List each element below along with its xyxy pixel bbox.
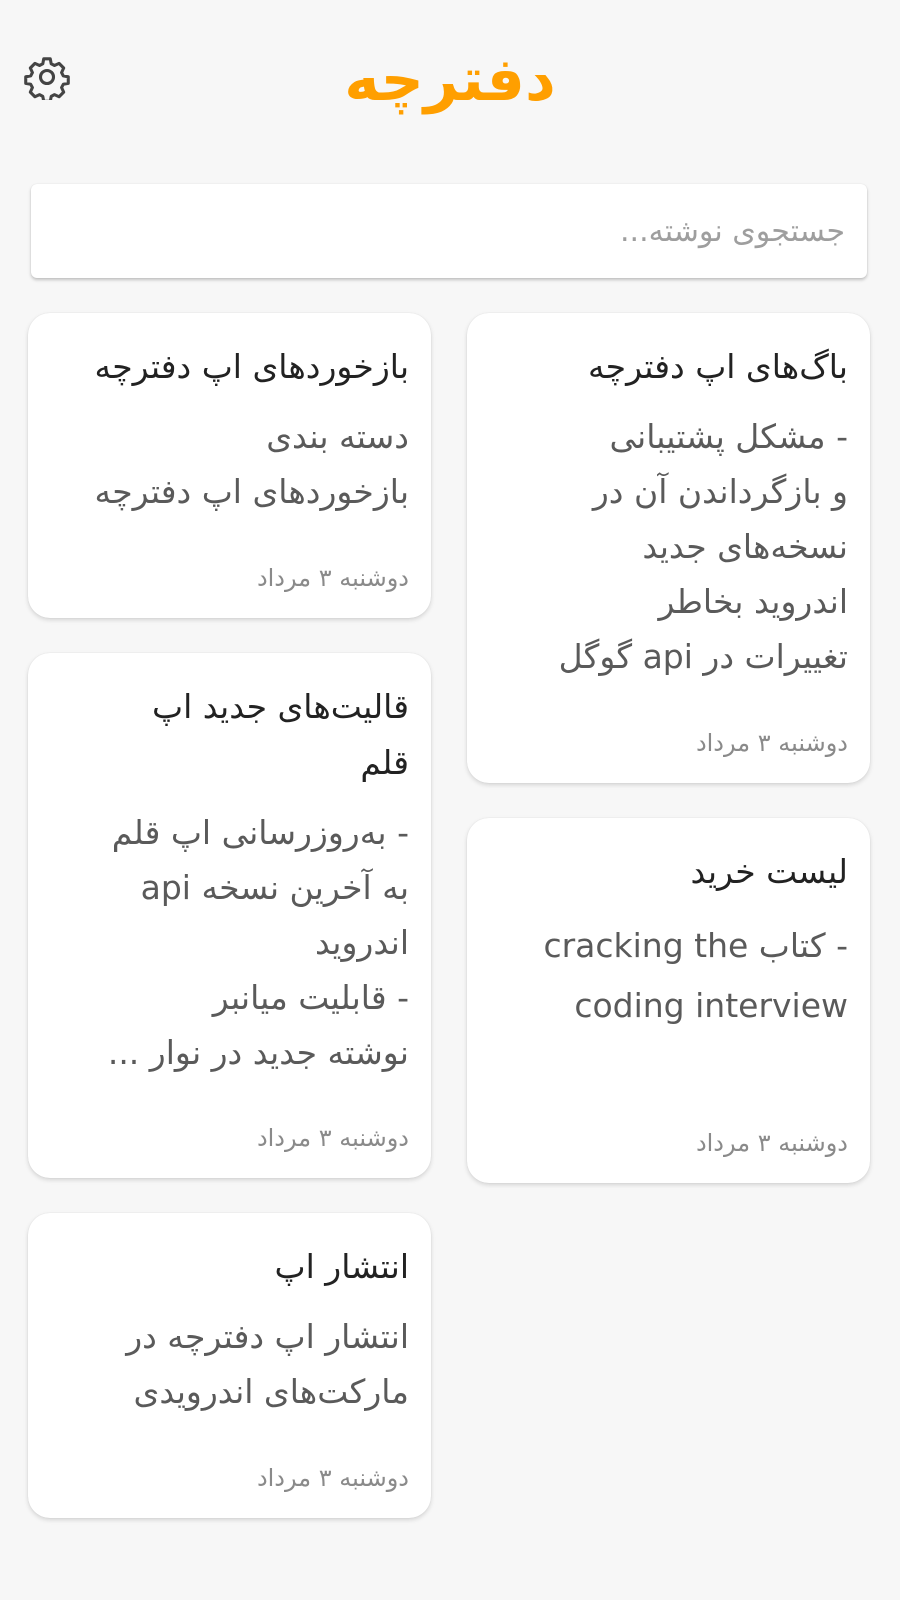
gear-icon [24, 54, 70, 100]
note-title: بازخوردهای اپ دفترچه [94, 347, 409, 386]
search-input[interactable] [31, 184, 867, 278]
note-card[interactable] [467, 818, 870, 1183]
search-box[interactable] [31, 184, 867, 278]
note-date: دوشنبه ۳ مرداد [695, 729, 848, 757]
note-title: باگ‌های اپ دفترچه [587, 347, 848, 386]
note-body: انتشار اپ دفترچه در مارکت‌های اندرویدی [126, 1317, 409, 1411]
note-date: دوشنبه ۳ مرداد [256, 1124, 409, 1152]
note-title: قالیت‌های جدید اپ قلم [152, 687, 409, 782]
settings-button[interactable] [24, 54, 70, 100]
note-card[interactable] [28, 1213, 431, 1518]
note-date: دوشنبه ۳ مرداد [256, 1464, 409, 1492]
note-date: دوشنبه ۳ مرداد [695, 1129, 848, 1157]
note-title: لیست خرید [690, 852, 848, 891]
note-card[interactable] [28, 653, 431, 1178]
note-body: دسته بندی بازخوردهای اپ دفترچه [94, 417, 409, 511]
note-card[interactable] [28, 313, 431, 618]
note-title: انتشار اپ [274, 1247, 409, 1286]
note-body: - به‌روزرسانی اپ قلم به آخرین نسخه api اندروید - قابلیت میانبر نوشته جدید در نوار ... [107, 813, 409, 1072]
note-body: - کتاب cracking the coding interview [543, 926, 848, 1025]
note-card[interactable] [467, 313, 870, 783]
app-title: دفترچه [344, 45, 556, 115]
note-date: دوشنبه ۳ مرداد [256, 564, 409, 592]
note-body: - مشکل پشتیبانی و بازگرداندن آن در نسخه‌های جدید اندروید بخاطر تغییرات در api گوگل [558, 417, 848, 676]
